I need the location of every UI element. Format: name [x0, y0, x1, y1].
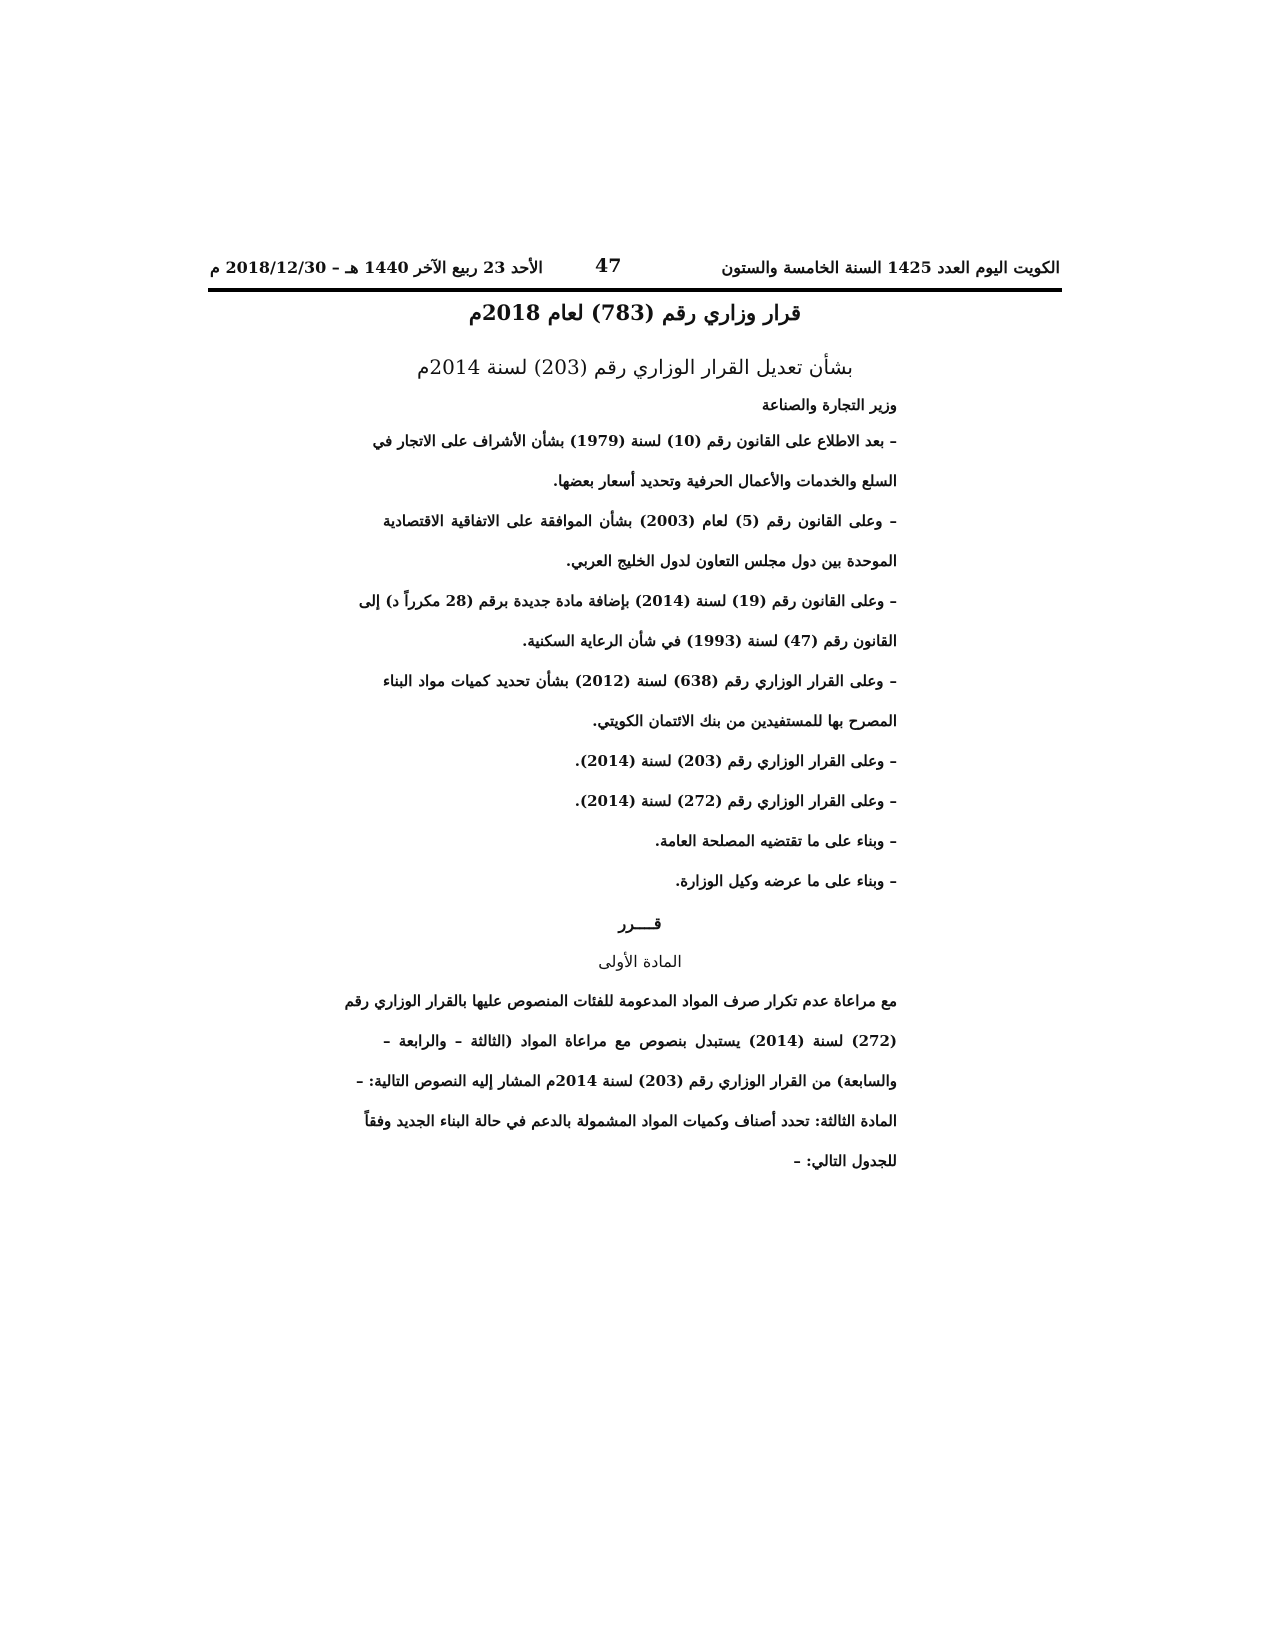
decision-heading: قــــرر [618, 914, 662, 933]
article-line: مع مراعاة عدم تكرار صرف المواد المدعومة للفئات المنصوص عليها بالقرار الوزاري رقم [344, 992, 897, 1010]
preamble-line: – وعلى القرار الوزاري رقم (203) لسنة (2014). [574, 752, 897, 770]
preamble-line: السلع والخدمات والأعمال الحرفية وتحديد أسعار بعضها. [552, 472, 897, 490]
preamble-line: – وعلى القرار الوزاري رقم (638) لسنة (2012) بشأن تحديد كميات مواد البناء [383, 672, 897, 690]
preamble-line: – بعد الاطلاع على القانون رقم (10) لسنة (1979) بشأن الأشراف على الاتجار في [372, 432, 897, 450]
preamble-line: – وبناء على ما تقتضيه المصلحة العامة. [654, 832, 897, 850]
article-heading: المادة الأولى [598, 952, 682, 971]
minister-line: وزير التجارة والصناعة [761, 396, 897, 414]
preamble-line: – وعلى القانون رقم (19) لسنة (2014) بإضافة مادة جديدة برقم (28 مكرراً د) إلى [358, 592, 897, 610]
preamble-line: – وعلى القرار الوزاري رقم (272) لسنة (2014). [574, 792, 897, 810]
decree-title: قرار وزاري رقم (783) لعام 2018م [468, 300, 802, 325]
preamble-line: – وعلى القانون رقم (5) لعام (2003) بشأن الموافقة على الاتفاقية الاقتصادية [383, 512, 897, 530]
gazette-date: الأحد 23 ربيع الآخر 1440 هـ – 2018/12/30 م [210, 258, 543, 277]
header-divider [208, 288, 1062, 292]
preamble-line: – وبناء على ما عرضه وكيل الوزارة. [675, 872, 897, 890]
preamble-line: المصرح بها للمستفيدين من بنك الائتمان الكويتي. [592, 712, 897, 730]
page-header [210, 252, 1060, 288]
article-line: للجدول التالي: – [793, 1152, 897, 1170]
page-number: 47 [595, 255, 622, 277]
preamble-line: الموحدة بين دول مجلس التعاون لدول الخليج العربي. [565, 552, 897, 570]
article-line: (272) لسنة (2014) يستبدل بنصوص مع مراعاة المواد (الثالثة – والرابعة – [383, 1032, 897, 1050]
article-line: المادة الثالثة: تحدد أصناف وكميات المواد المشمولة بالدعم في حالة البناء الجديد وفقاً [364, 1112, 897, 1130]
preamble-line: القانون رقم (47) لسنة (1993) في شأن الرعاية السكنية. [522, 632, 897, 650]
gazette-issue-info: الكويت اليوم العدد 1425 السنة الخامسة والستون [721, 258, 1060, 277]
article-line: والسابعة) من القرار الوزاري رقم (203) لسنة 2014م المشار إليه النصوص التالية: – [355, 1072, 897, 1090]
decree-subtitle: بشأن تعديل القرار الوزاري رقم (203) لسنة 2014م [417, 355, 853, 379]
